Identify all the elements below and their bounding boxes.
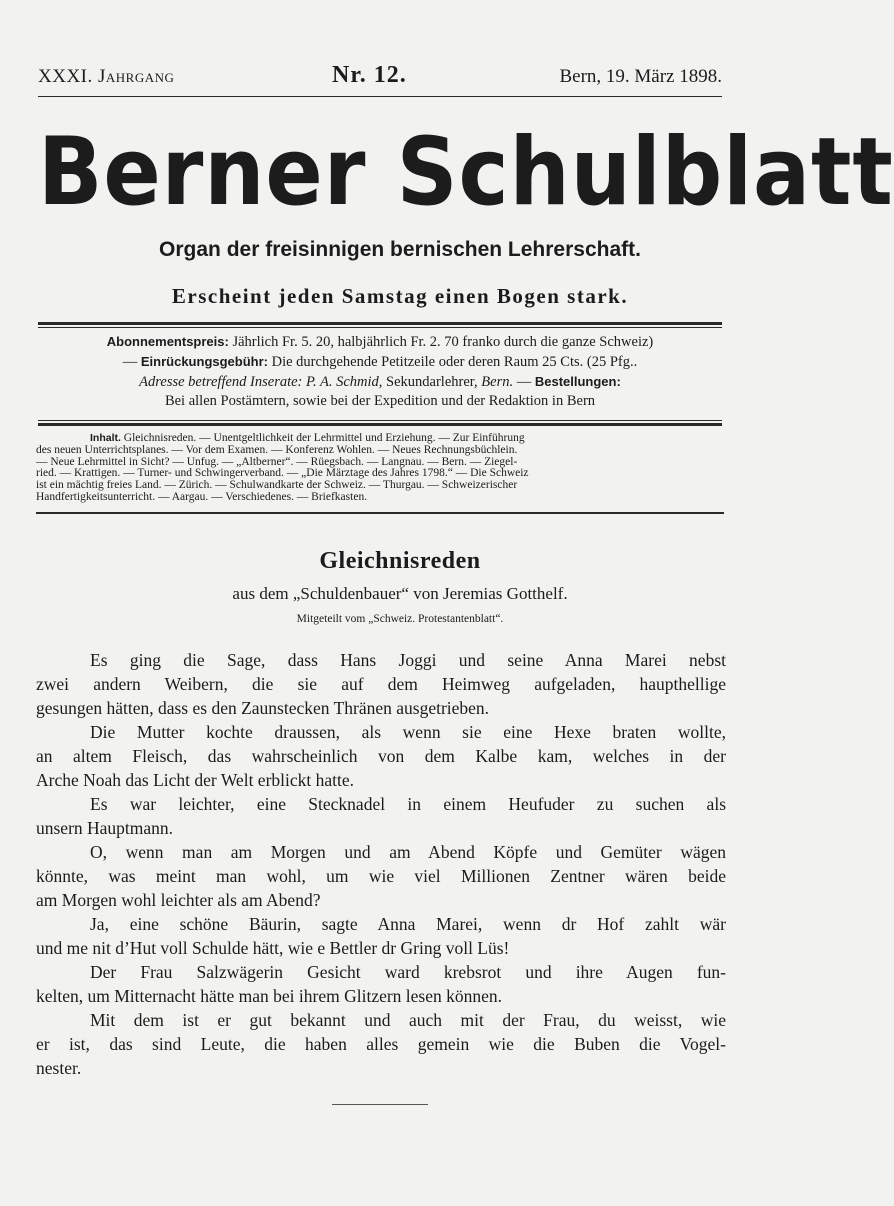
paragraph: Die Mutter kochte draussen, als wenn sie eine Hexe braten wollte, an altem Fleisch, das wahrscheinlich von dem Kalbe kam, welches in der Arche Noah das Licht der Welt erblickt hatte. — [36, 722, 726, 790]
issue-number: Nr. 12. — [332, 62, 407, 88]
toc-line: — Neue Lehrmittel in Sicht? — Unfug. — „Altberner“. — Rüegsbach. — Langnau. — Bern. — Ziegel- — [36, 455, 518, 468]
masthead-tagline: Erscheint jeden Samstag einen Bogen stark. — [171, 284, 629, 308]
subscription-line-1 — [38, 332, 722, 352]
toc-line: Inhalt. Gleichnisreden. — Unentgeltlichkeit der Lehrmittel und Erziehung. — Zur Einführung — [36, 433, 724, 445]
masthead-title: Berner Schulblatt — [38, 118, 894, 227]
toc-label: Inhalt. — [90, 432, 121, 444]
paragraph: Es war leichter, eine Stecknadel in einem Heufuder zu suchen als unsern Hauptmann. — [36, 794, 726, 838]
contents-top-rule-thin — [38, 420, 722, 421]
end-rule — [332, 1104, 428, 1105]
issue-header — [38, 62, 722, 90]
address-role: Sekundarlehrer, — [386, 374, 478, 390]
contents-top-rule — [38, 423, 722, 426]
article-credit: Mitgeteilt vom „Schweiz. Protestantenblatt“. — [296, 613, 504, 625]
subscription-top-rule-thin — [38, 327, 722, 328]
article-body — [36, 648, 726, 1080]
insertion-text: Die durchgehende Petitzeile oder deren Raum 25 Cts. (25 Pfg.. — [271, 354, 638, 370]
orders-label: Bestellungen: — [534, 374, 621, 389]
subscription-info — [38, 332, 722, 411]
subscription-line-4: Bei allen Postämtern, sowie bei der Expedition und der Redaktion in Bern — [164, 393, 596, 409]
subscription-line-2 — [38, 352, 722, 372]
toc-line: Handfertigkeitsunterricht. — Aargau. — Verschiedenes. — Briefkasten. — [36, 490, 368, 503]
price-text: Jährlich Fr. 5. 20, halbjährlich Fr. 2. 70 franko durch die ganze Schweiz) — [232, 334, 654, 350]
address-city: Bern. — [481, 374, 514, 390]
subscription-top-rule — [38, 322, 722, 325]
price-label: Abonnementspreis: — [106, 334, 229, 349]
article-title: Gleichnisreden — [319, 548, 481, 574]
table-of-contents — [36, 433, 724, 504]
insertion-label: Einrückungsgebühr: — [140, 354, 268, 369]
toc-line: ist ein mächtig freies Land. — Zürich. — Schulwandkarte der Schweiz. — Thurgau. — Schweizerischer — [36, 479, 518, 492]
toc-line: des neuen Unterrichtsplanes. — Vor dem Examen. — Konferenz Wohlen. — Neues Rechnungsbüchlein. — [36, 443, 518, 456]
dash: — — [122, 354, 138, 370]
address-text: Adresse betreffend Inserate: P. A. Schmid, — [139, 374, 383, 390]
paragraph: Es ging die Sage, dass Hans Joggi und seine Anna Marei nebst zwei andern Weibern, die sie auf dem Heimweg aufgeladen, haupthellige gesungen hätten, dass es den Zaunstecken Thränen ausgetrieben. — [36, 650, 726, 718]
place-date: Bern, 19. März 1898. — [559, 66, 722, 87]
paragraph: Der Frau Salzwägerin Gesicht ward krebsrot und ihre Augen fun- kelten, um Mitternacht hätte man bei ihrem Glitzern lesen können. — [36, 962, 726, 1006]
masthead-subtitle: Organ der freisinnigen bernischen Lehrerschaft. — [159, 238, 641, 261]
header-rule — [38, 96, 722, 97]
toc-line: ried. — Krattigen. — Turner- und Schwingerverband. — „Die Märztage des Jahres 1798.“ — Die Schweiz — [36, 467, 529, 480]
article-subtitle: aus dem „Schuldenbauer“ von Jeremias Gotthelf. — [232, 584, 568, 603]
paragraph: Mit dem ist er gut bekannt und auch mit der Frau, du weisst, wie er ist, das sind Leute, die haben alles gemein wie die Buben die Vogel- nester. — [36, 1010, 726, 1078]
volume-label: XXXI. Jahrgang — [38, 66, 175, 87]
dash: — — [516, 374, 532, 390]
contents-bottom-rule — [36, 512, 724, 514]
paragraph: Ja, eine schöne Bäurin, sagte Anna Marei, wenn dr Hof zahlt wär und me nit d’Hut voll Schulde hätt, wie e Bettler dr Gring voll Lüs! — [36, 914, 726, 958]
subscription-line-3 — [38, 372, 722, 392]
paragraph: O, wenn man am Morgen und am Abend Köpfe und Gemüter wägen könnte, was meint man wohl, um wie viel Millionen Zentner wären beide am Morgen wohl leichter als am Abend? — [36, 842, 726, 910]
